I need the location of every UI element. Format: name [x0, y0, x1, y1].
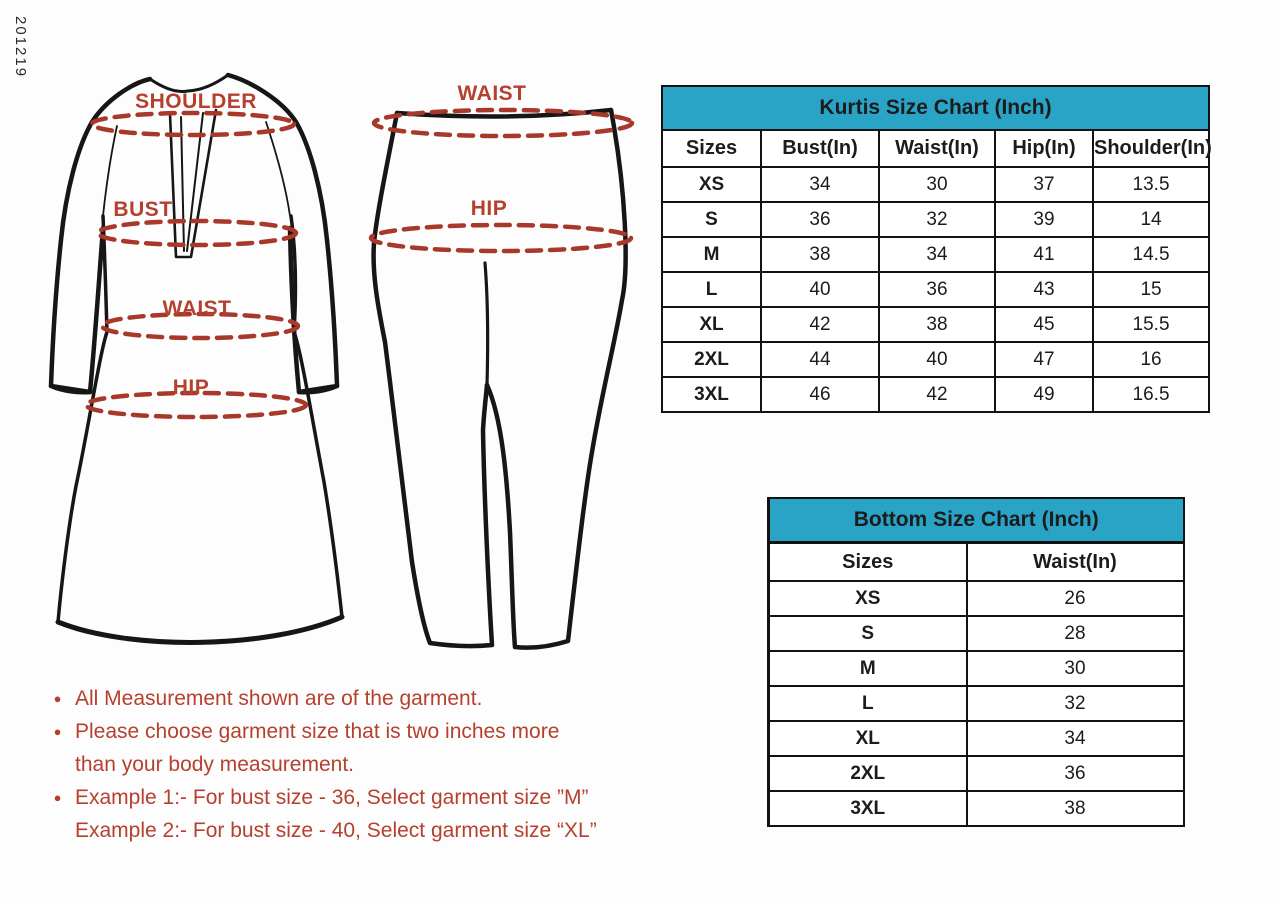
bottom-size-chart [767, 497, 1182, 827]
waist-cell: 28 [967, 616, 1184, 651]
shoulder-cell: 14 [1093, 202, 1209, 237]
size-cell: XL [769, 721, 967, 756]
col-bust: Bust(In) [761, 130, 879, 167]
pants-hip-label: HIP [470, 197, 508, 220]
hip-cell: 37 [995, 167, 1093, 202]
bullet-icon: ● [53, 724, 62, 739]
shoulder-cell: 16.5 [1093, 377, 1209, 412]
size-cell: L [662, 272, 761, 307]
kurti-hip-label: HIP [172, 376, 210, 399]
photo-code: 201219 [12, 16, 29, 79]
note-text: All Measurement shown are of the garment. [75, 687, 483, 710]
bust-cell: 36 [761, 202, 879, 237]
size-cell: XL [662, 307, 761, 342]
hip-cell: 47 [995, 342, 1093, 377]
note-line [40, 814, 680, 847]
size-cell: L [769, 686, 967, 721]
waist-cell: 38 [967, 791, 1184, 826]
col-sizes: Sizes [662, 130, 761, 167]
kurtis-title-row [662, 86, 1209, 130]
shoulder-cell: 15.5 [1093, 307, 1209, 342]
kurtis-chart-title: Kurtis Size Chart (Inch) [662, 86, 1209, 130]
shoulder-cell: 15 [1093, 272, 1209, 307]
kurtis-header-row [662, 130, 1209, 167]
table-row [769, 756, 1184, 791]
waist-cell: 38 [879, 307, 995, 342]
kurti-shoulder-label: SHOULDER [135, 90, 257, 113]
waist-cell: 30 [879, 167, 995, 202]
waist-cell: 36 [967, 756, 1184, 791]
kurtis-table-body [662, 167, 1209, 412]
measurement-dashed-lines [86, 110, 632, 417]
kurti-bust-label: BUST [113, 198, 173, 221]
col-shoulder: Shoulder(In) [1093, 130, 1209, 167]
size-cell: M [662, 237, 761, 272]
kurti-waist-label: WAIST [162, 297, 232, 320]
note-text: Example 2:- For bust size - 40, Select garment size “XL” [75, 819, 597, 842]
table-row [769, 686, 1184, 721]
pants-waist-line [374, 110, 632, 136]
pants-hip-line [371, 225, 631, 251]
waist-cell: 40 [879, 342, 995, 377]
bottom-table-body [769, 581, 1184, 826]
bust-cell: 42 [761, 307, 879, 342]
note-line [40, 748, 680, 781]
table-row [662, 237, 1209, 272]
bullet-icon: ● [53, 790, 62, 805]
col-hip: Hip(In) [995, 130, 1093, 167]
bust-cell: 44 [761, 342, 879, 377]
pants-drawing [374, 110, 626, 648]
bottom-header-row [769, 543, 1184, 582]
shoulder-cell: 13.5 [1093, 167, 1209, 202]
waist-cell: 34 [879, 237, 995, 272]
bust-cell: 46 [761, 377, 879, 412]
size-cell: XS [662, 167, 761, 202]
bust-cell: 38 [761, 237, 879, 272]
measurement-notes [40, 682, 680, 847]
pants-waist-label: WAIST [457, 82, 527, 105]
bust-cell: 40 [761, 272, 879, 307]
waist-cell: 42 [879, 377, 995, 412]
kurti-shoulder-line [92, 113, 294, 135]
waist-cell: 36 [879, 272, 995, 307]
kurti-drawing [51, 75, 342, 642]
size-cell: 2XL [769, 756, 967, 791]
size-cell: M [769, 651, 967, 686]
col-waist: Waist(In) [879, 130, 995, 167]
size-cell: XS [769, 581, 967, 616]
col-waist: Waist(In) [967, 543, 1184, 582]
hip-cell: 45 [995, 307, 1093, 342]
note-line [40, 781, 680, 814]
table-row [769, 616, 1184, 651]
table-row [662, 307, 1209, 342]
size-cell: 3XL [662, 377, 761, 412]
hip-cell: 43 [995, 272, 1093, 307]
table-row [662, 377, 1209, 412]
shoulder-cell: 14.5 [1093, 237, 1209, 272]
waist-cell: 26 [967, 581, 1184, 616]
table-row [769, 651, 1184, 686]
hip-cell: 49 [995, 377, 1093, 412]
waist-cell: 30 [967, 651, 1184, 686]
waist-cell: 34 [967, 721, 1184, 756]
note-text: than your body measurement. [75, 753, 354, 776]
table-row [769, 721, 1184, 756]
bust-cell: 34 [761, 167, 879, 202]
hip-cell: 39 [995, 202, 1093, 237]
table-row [662, 272, 1209, 307]
size-cell: 3XL [769, 791, 967, 826]
bottom-chart-title: Bottom Size Chart (Inch) [769, 498, 1184, 543]
note-text: Please choose garment size that is two inches more [75, 720, 560, 743]
note-line [40, 715, 680, 748]
bottom-title-row [769, 498, 1184, 543]
table-row [662, 202, 1209, 237]
note-line [40, 682, 680, 715]
col-sizes: Sizes [769, 543, 967, 582]
size-cell: 2XL [662, 342, 761, 377]
garment-diagram [0, 0, 660, 670]
waist-cell: 32 [967, 686, 1184, 721]
bullet-icon: ● [53, 691, 62, 706]
size-cell: S [769, 616, 967, 651]
shoulder-cell: 16 [1093, 342, 1209, 377]
note-text: Example 1:- For bust size - 36, Select garment size ”M” [75, 786, 589, 809]
waist-cell: 32 [879, 202, 995, 237]
table-row [769, 581, 1184, 616]
kurtis-size-chart [661, 85, 1212, 413]
size-cell: S [662, 202, 761, 237]
hip-cell: 41 [995, 237, 1093, 272]
table-row [769, 791, 1184, 826]
table-row [662, 342, 1209, 377]
table-row [662, 167, 1209, 202]
